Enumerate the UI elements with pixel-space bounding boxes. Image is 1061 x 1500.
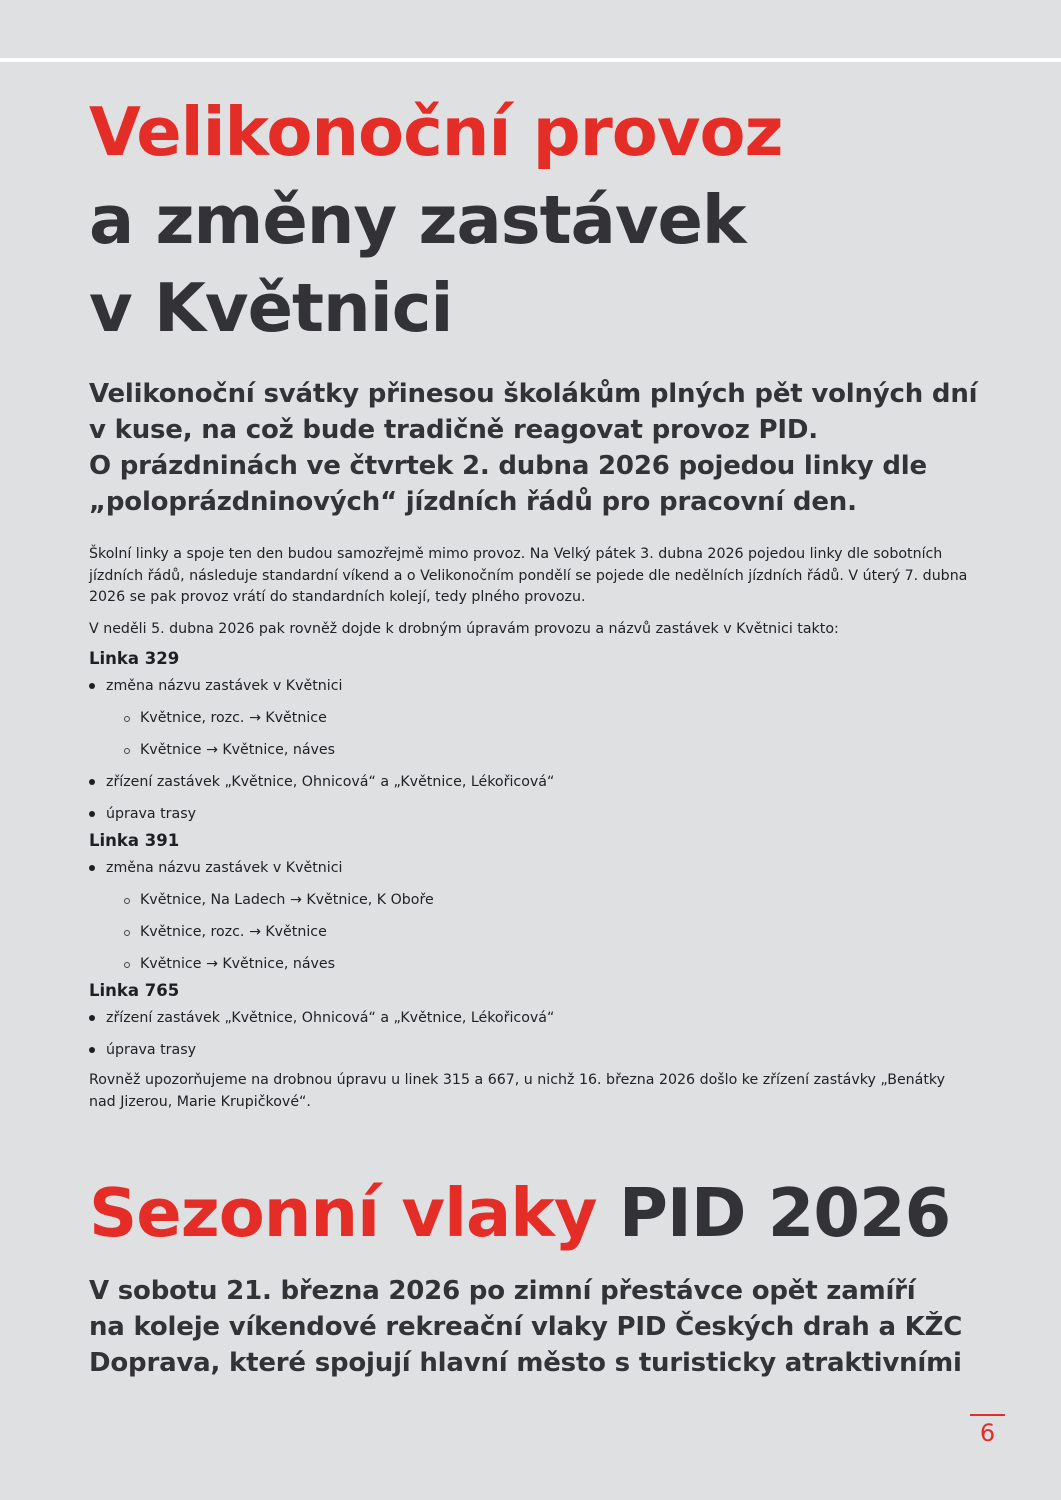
bullet-icon bbox=[89, 811, 95, 817]
line-329-heading: Linka 329 bbox=[89, 649, 180, 668]
line-765-heading: Linka 765 bbox=[89, 981, 180, 1000]
lead-paragraph bbox=[89, 376, 978, 520]
bullet-icon bbox=[89, 779, 95, 785]
line-391-heading: Linka 391 bbox=[89, 831, 180, 850]
body-paragraph-2: V neděli 5. dubna 2026 pak rovněž dojde k drobným úpravám provozu a názvů zastávek v Květnici takto: bbox=[89, 620, 839, 637]
section-2-lead-line-2: na koleje víkendové rekreační vlaky PID Českých drah a KŽC bbox=[89, 1312, 963, 1342]
top-divider bbox=[0, 58, 1061, 62]
bullet-icon bbox=[89, 683, 95, 689]
list-item: úprava trasy bbox=[89, 1034, 974, 1066]
sub-bullet-icon bbox=[124, 716, 130, 722]
page-title bbox=[89, 88, 974, 352]
sub-bullet-icon bbox=[124, 962, 130, 968]
title-line-1: Velikonoční provoz bbox=[89, 93, 783, 171]
section-2-title-dark: PID 2026 bbox=[618, 1174, 951, 1252]
section-2-lead-line-3: Doprava, které spojují hlavní město s turisticky atraktivními bbox=[89, 1348, 962, 1378]
list-item: změna názvu zastávek v Květnici bbox=[89, 670, 974, 702]
list-item: zřízení zastávek „Květnice, Ohnicová“ a „Květnice, Lékořicová“ bbox=[89, 766, 974, 798]
bullet-icon bbox=[89, 865, 95, 871]
sub-bullet-icon bbox=[124, 748, 130, 754]
bullet-icon bbox=[89, 1015, 95, 1021]
title-line-3: v Květnici bbox=[89, 269, 453, 347]
section-2-lead-line-1: V sobotu 21. března 2026 po zimní přestávce opět zamíří bbox=[89, 1276, 916, 1306]
section-2-title-red: Sezonní vlaky bbox=[89, 1174, 597, 1252]
list-item: změna názvu zastávek v Květnici bbox=[89, 852, 974, 884]
bullet-icon bbox=[89, 1047, 95, 1053]
lead-line-4: „poloprázdninových“ jízdních řádů pro pracovní den. bbox=[89, 487, 857, 517]
list-subitem: Květnice, Na Ladech → Květnice, K Oboře bbox=[89, 884, 974, 916]
sub-bullet-icon bbox=[124, 930, 130, 936]
list-item: zřízení zastávek „Květnice, Ohnicová“ a „Květnice, Lékořicová“ bbox=[89, 1002, 974, 1034]
list-subitem: Květnice → Květnice, náves bbox=[89, 734, 974, 766]
list-subitem: Květnice, rozc. → Květnice bbox=[89, 702, 974, 734]
line-329-list bbox=[89, 670, 974, 830]
lead-line-1: Velikonoční svátky přinesou školákům plných pět volných dní bbox=[89, 379, 978, 409]
line-765-list bbox=[89, 1002, 974, 1066]
title-line-2: a změny zastávek bbox=[89, 181, 746, 259]
article bbox=[89, 88, 978, 1381]
body-paragraph-3: Rovněž upozorňujeme na drobnou úpravu u linek 315 a 667, u nichž 16. března 2026 došlo ke zřízení zastávky „Benátky nad Jizerou, Marie Krupičkové“. bbox=[89, 1072, 946, 1110]
page-number-rule bbox=[970, 1414, 1005, 1416]
list-subitem: Květnice, rozc. → Květnice bbox=[89, 916, 974, 948]
line-391-list bbox=[89, 852, 974, 980]
section-2-lead bbox=[89, 1273, 974, 1381]
body-paragraph-1: Školní linky a spoje ten den budou samozřejmě mimo provoz. Na Velký pátek 3. dubna 2026 pojedou linky dle sobotních jízdních řádů, následuje standardní víkend a o Velikonočním pondělí se pojede dle nedělních jízdních řádů. V úterý 7. dubna 2026 se pak provoz vrátí do standardních kolejí, tedy plného provozu. bbox=[89, 546, 968, 605]
lead-line-3: O prázdninách ve čtvrtek 2. dubna 2026 pojedou linky dle bbox=[89, 451, 927, 481]
page-number: 6 bbox=[979, 1419, 996, 1447]
section-2-title bbox=[89, 1173, 974, 1253]
sub-bullet-icon bbox=[124, 898, 130, 904]
list-subitem: Květnice → Květnice, náves bbox=[89, 948, 974, 980]
list-item: úprava trasy bbox=[89, 798, 974, 830]
lead-line-2: v kuse, na což bude tradičně reagovat provoz PID. bbox=[89, 415, 818, 445]
